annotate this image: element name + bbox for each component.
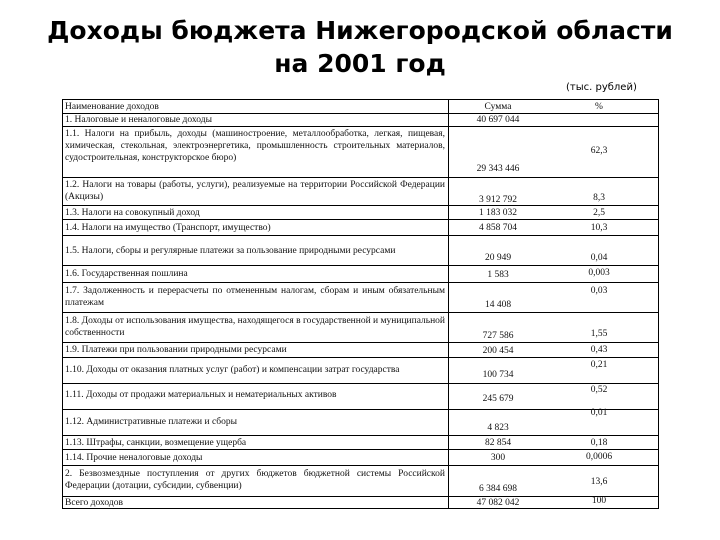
row-name: 1.5. Налоги, сборы и регулярные платежи за пользование природными ресурсами <box>65 246 396 256</box>
row-sum: 245 679 <box>482 394 514 404</box>
row-divider <box>62 126 659 127</box>
row-sum: 1 583 <box>487 270 509 280</box>
row-sum: 727 586 <box>482 331 514 341</box>
row-name: 1.10. Доходы от оказания платных услуг (работ) и компенсации затрат государства <box>65 365 400 375</box>
row-sum: 20 949 <box>484 253 512 263</box>
row-divider <box>62 265 659 266</box>
row-sum: 40 697 044 <box>476 115 520 125</box>
row-sum: 47 082 042 <box>476 498 520 508</box>
row-name: 1.4. Налоги на имущество (Транспорт, имущество) <box>65 223 271 233</box>
row-pct: 13,6 <box>590 477 608 487</box>
table-border-left <box>62 99 63 509</box>
row-divider <box>62 312 659 313</box>
row-divider <box>62 449 659 450</box>
row-divider <box>62 219 659 220</box>
row-name: 2. Безвозмездные поступления от других бюджетов бюджетной системы Российской Федерации (дотации, субсидии, субвенции) <box>65 469 445 491</box>
row-divider <box>62 177 659 178</box>
header-sum: Сумма <box>484 102 512 112</box>
row-divider <box>62 282 659 283</box>
row-name: 1. Налоговые и неналоговые доходы <box>65 115 212 125</box>
row-pct: 0,01 <box>590 408 608 418</box>
row-pct: 0,04 <box>590 253 608 263</box>
row-name: Всего доходов <box>65 498 123 508</box>
row-pct: 10,3 <box>590 223 608 233</box>
row-sum: 300 <box>490 453 506 463</box>
units-note: (тыс. рублей) <box>566 82 637 93</box>
row-name: 1.12. Административные платежи и сборы <box>65 417 238 427</box>
row-divider <box>62 357 659 358</box>
row-name: 1.14. Прочие неналоговые доходы <box>65 453 203 463</box>
row-pct: 62,3 <box>590 146 608 156</box>
row-name: 1.6. Государственная пошлина <box>65 269 188 279</box>
row-divider <box>62 235 659 236</box>
row-divider <box>62 465 659 466</box>
row-pct: 0,03 <box>590 286 608 296</box>
row-pct: 0,0006 <box>585 452 613 462</box>
row-name: 1.1. Налоги на прибыль, доходы (машиностроение, металлообработка, легкая, пищевая, химическая, стекольная, электроэнергетика, промышленность строительных материалов, судостроительная, конструкторское бюро) <box>65 129 445 163</box>
row-pct: 1,55 <box>590 329 608 339</box>
row-sum: 29 343 446 <box>476 164 520 174</box>
column-divider <box>448 99 449 509</box>
row-divider <box>62 342 659 343</box>
row-sum: 82 854 <box>484 438 512 448</box>
row-sum: 14 408 <box>484 300 512 310</box>
budget-table <box>62 99 659 509</box>
row-sum: 1 183 032 <box>479 208 517 218</box>
row-pct: 0,003 <box>588 268 610 278</box>
table-border-right <box>658 99 659 509</box>
row-sum: 6 384 698 <box>479 484 517 494</box>
row-name: 1.7. Задолженность и перерасчеты по отмененным налогам, сборам и иным обязательным платежам <box>65 286 445 308</box>
row-pct: 8,3 <box>593 193 605 203</box>
row-pct: 100 <box>591 496 607 506</box>
header-pct: % <box>595 102 603 112</box>
header-name: Наименование доходов <box>65 102 159 112</box>
row-sum: 4 823 <box>487 423 509 433</box>
page-title: Доходы бюджета Нижегородской области на 2001 год <box>47 16 673 78</box>
row-pct: 2,5 <box>593 208 605 218</box>
row-sum: 200 454 <box>482 346 514 356</box>
row-divider <box>62 435 659 436</box>
row-sum: 100 734 <box>482 370 514 380</box>
row-name: 1.3. Налоги на совокупный доход <box>65 208 200 218</box>
row-name: 1.9. Платежи при пользовании природными ресурсами <box>65 345 287 355</box>
row-pct: 0,43 <box>590 345 608 355</box>
row-name: 1.11. Доходы от продажи материальных и нематериальных активов <box>65 390 337 400</box>
row-pct: 0,21 <box>590 360 608 370</box>
row-name: 1.2. Налоги на товары (работы, услуги), реализуемые на территории Российской Федерации (Акцизы) <box>65 180 445 202</box>
row-name: 1.8. Доходы от использования имущества, находящегося в государственной и муниципальной собственности <box>65 316 445 338</box>
row-sum: 3 912 792 <box>479 195 517 205</box>
row-sum: 4 858 704 <box>479 223 517 233</box>
row-name: 1.13. Штрафы, санкции, возмещение ущерба <box>65 438 247 448</box>
row-pct: 0,52 <box>590 385 608 395</box>
row-divider <box>62 205 659 206</box>
table-border-top <box>62 99 659 100</box>
row-pct: 0,18 <box>590 438 608 448</box>
